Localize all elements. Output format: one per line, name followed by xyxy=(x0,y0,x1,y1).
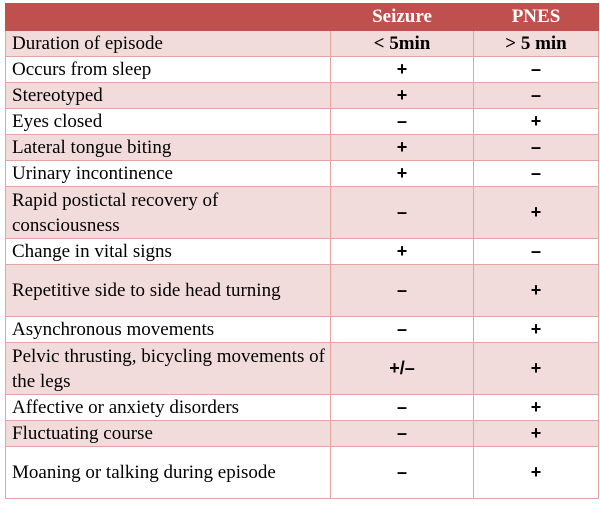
table-row xyxy=(6,161,599,187)
table-row xyxy=(6,447,599,499)
row-pnes-value: + xyxy=(474,395,599,421)
row-seizure-value: + xyxy=(331,135,474,161)
row-pnes-value: – xyxy=(474,57,599,83)
row-pnes-value: + xyxy=(474,421,599,447)
table-row xyxy=(6,57,599,83)
row-seizure-value: – xyxy=(331,317,474,343)
row-feature: Repetitive side to side head turning xyxy=(6,265,331,317)
row-seizure-value: – xyxy=(331,447,474,499)
table-row xyxy=(6,343,599,395)
row-feature: Fluctuating course xyxy=(6,421,331,447)
row-feature: Affective or anxiety disorders xyxy=(6,395,331,421)
seizure-vs-pnes-table xyxy=(5,3,599,499)
row-seizure-value: + xyxy=(331,239,474,265)
row-pnes-value: – xyxy=(474,239,599,265)
row-feature: Eyes closed xyxy=(6,109,331,135)
row-seizure-value: < 5min xyxy=(331,31,474,57)
row-feature: Pelvic thrusting, bicycling movements of the legs xyxy=(6,343,331,395)
table-body xyxy=(6,31,599,499)
row-seizure-value: – xyxy=(331,395,474,421)
table-row xyxy=(6,109,599,135)
table-row xyxy=(6,239,599,265)
row-pnes-value: + xyxy=(474,187,599,239)
header-seizure-column: Seizure xyxy=(331,4,474,31)
row-feature: Duration of episode xyxy=(6,31,331,57)
row-pnes-value: + xyxy=(474,109,599,135)
row-pnes-value: – xyxy=(474,161,599,187)
table-row xyxy=(6,83,599,109)
table-header xyxy=(6,4,599,31)
table-row xyxy=(6,31,599,57)
row-feature: Asynchronous movements xyxy=(6,317,331,343)
row-feature: Rapid postictal recovery of consciousness xyxy=(6,187,331,239)
row-feature: Lateral tongue biting xyxy=(6,135,331,161)
header-row xyxy=(6,4,599,31)
row-pnes-value: + xyxy=(474,317,599,343)
row-pnes-value: – xyxy=(474,135,599,161)
row-seizure-value: – xyxy=(331,109,474,135)
row-seizure-value: – xyxy=(331,421,474,447)
row-seizure-value: +/– xyxy=(331,343,474,395)
row-feature: Moaning or talking during episode xyxy=(6,447,331,499)
row-seizure-value: + xyxy=(331,161,474,187)
table-row xyxy=(6,187,599,239)
row-pnes-value: + xyxy=(474,447,599,499)
row-seizure-value: + xyxy=(331,57,474,83)
row-seizure-value: + xyxy=(331,83,474,109)
table-row xyxy=(6,395,599,421)
row-feature: Urinary incontinence xyxy=(6,161,331,187)
row-feature: Change in vital signs xyxy=(6,239,331,265)
table-row xyxy=(6,317,599,343)
row-pnes-value: + xyxy=(474,343,599,395)
row-feature: Stereotyped xyxy=(6,83,331,109)
table-row xyxy=(6,135,599,161)
row-feature: Occurs from sleep xyxy=(6,57,331,83)
row-seizure-value: – xyxy=(331,265,474,317)
table-row xyxy=(6,265,599,317)
row-seizure-value: – xyxy=(331,187,474,239)
row-pnes-value: – xyxy=(474,83,599,109)
header-pnes-column: PNES xyxy=(474,4,599,31)
table-row xyxy=(6,421,599,447)
row-pnes-value: + xyxy=(474,265,599,317)
row-pnes-value: > 5 min xyxy=(474,31,599,57)
header-feature-column xyxy=(6,4,331,31)
